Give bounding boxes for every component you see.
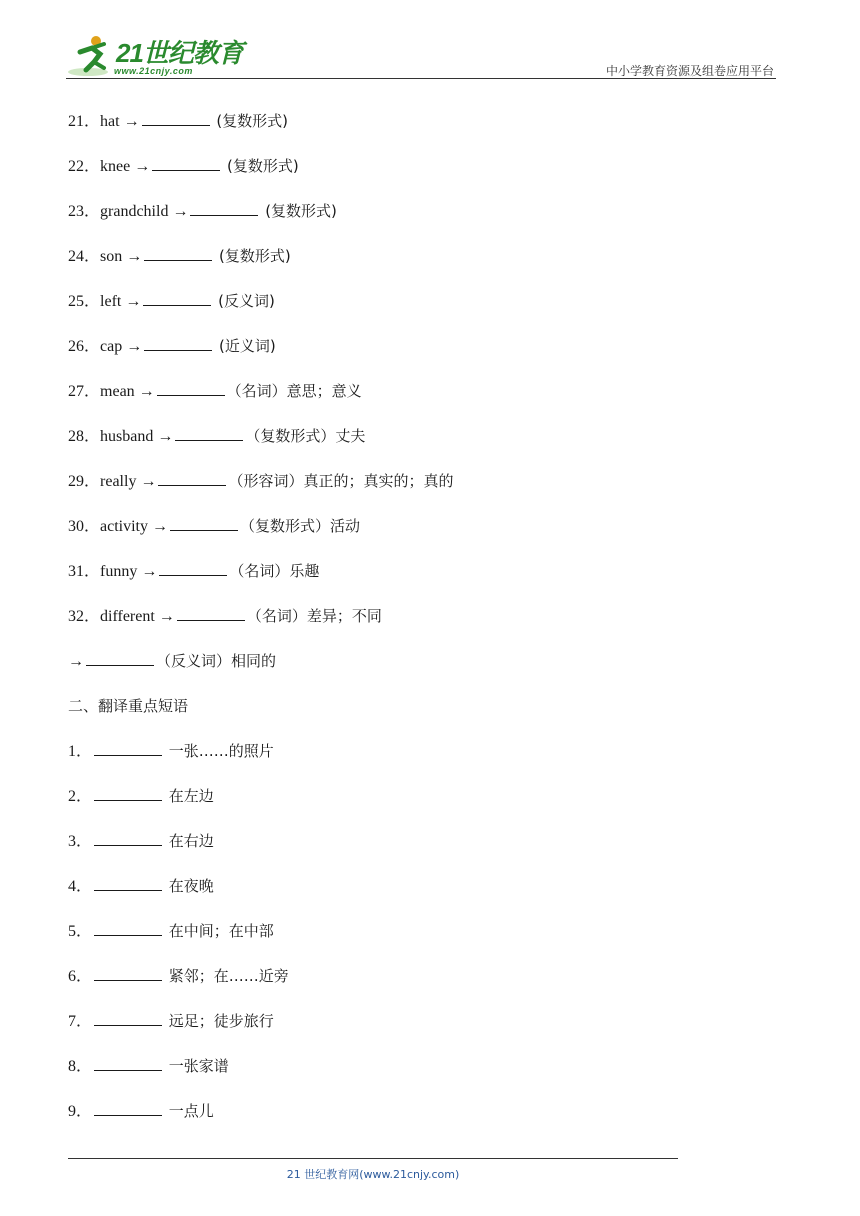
exercise-line (68, 468, 778, 513)
answer-blank[interactable] (170, 514, 238, 531)
exercise-line (68, 918, 778, 963)
answer-blank[interactable] (94, 829, 162, 846)
exercise-list (68, 108, 778, 1143)
item-note: 紧邻；在……近旁 (164, 967, 289, 985)
item-note: （反义词）相同的 (156, 652, 277, 670)
item-note: 远足；徒步旅行 (164, 1012, 274, 1030)
item-note: 一张家谱 (164, 1057, 229, 1075)
platform-title: 中小学教育资源及组卷应用平台 (605, 64, 774, 78)
item-note: 在右边 (164, 832, 214, 850)
item-number: 23． (68, 203, 101, 220)
answer-blank[interactable] (94, 1054, 162, 1071)
exercise-line (68, 783, 778, 828)
answer-blank[interactable] (158, 469, 226, 486)
exercise-line (68, 603, 778, 648)
item-note: (复数形式) (260, 202, 337, 220)
item-word: really → (100, 473, 157, 490)
answer-blank[interactable] (94, 1009, 162, 1026)
item-number: 9． (68, 1103, 93, 1120)
item-number: 8． (68, 1058, 93, 1075)
answer-blank[interactable] (94, 874, 162, 891)
item-note: 一张……的照片 (164, 742, 274, 760)
item-note: （复数形式）活动 (240, 517, 361, 535)
header-divider (66, 78, 776, 79)
item-word: husband → (100, 428, 174, 445)
answer-blank[interactable] (177, 604, 245, 621)
item-number: 6． (68, 968, 93, 985)
logo-text: 21世纪教育 (116, 38, 243, 68)
item-number: 4． (68, 878, 93, 895)
answer-blank[interactable] (144, 244, 212, 261)
item-number: 29． (68, 473, 101, 490)
answer-blank[interactable] (175, 424, 243, 441)
answer-blank[interactable] (143, 289, 211, 306)
item-word: left → (100, 293, 142, 310)
item-note: 一点儿 (164, 1102, 214, 1120)
exercise-line (68, 693, 778, 738)
exercise-line (68, 1008, 778, 1053)
exercise-line (68, 108, 778, 153)
answer-blank[interactable] (94, 784, 162, 801)
exercise-line (68, 333, 778, 378)
exercise-line (68, 828, 778, 873)
item-note: (复数形式) (211, 112, 289, 130)
item-note: (复数形式) (222, 157, 299, 175)
answer-blank[interactable] (94, 964, 162, 981)
item-number: 1． (68, 743, 93, 760)
answer-blank[interactable] (94, 739, 162, 756)
item-number: 7． (68, 1013, 93, 1030)
answer-blank[interactable] (94, 1099, 162, 1116)
item-word: activity → (100, 518, 168, 535)
exercise-line (68, 198, 778, 243)
item-number: 24． (68, 248, 101, 265)
item-note: （名词）差异；不同 (246, 607, 382, 625)
item-note: （形容词）真正的；真实的；真的 (228, 472, 454, 490)
item-number: 二、翻译重点短语 (68, 697, 189, 715)
footer-divider (68, 1158, 678, 1159)
item-word: grandchild → (100, 203, 189, 220)
item-word: son → (100, 248, 143, 265)
item-number: 3． (68, 833, 93, 850)
item-number: 25． (68, 293, 101, 310)
item-word: hat → (100, 113, 140, 130)
footer-text: 21 世纪教育网(www.21cnjy.com) (286, 1168, 460, 1181)
answer-blank[interactable] (152, 154, 220, 171)
exercise-line (68, 423, 778, 468)
exercise-line (68, 963, 778, 1008)
item-number: 28． (68, 428, 101, 445)
exercise-line (68, 378, 778, 423)
logo (66, 34, 243, 78)
exercise-line (68, 1053, 778, 1098)
item-note: (反义词) (213, 292, 275, 310)
item-note: (近义词) (214, 337, 276, 355)
runner-logo-icon (66, 34, 114, 78)
item-note: （名词）意思；意义 (226, 382, 362, 400)
item-number: 5． (68, 923, 93, 940)
exercise-line (68, 153, 778, 198)
item-number: 2． (68, 788, 93, 805)
item-note: 在夜晚 (164, 877, 214, 895)
item-word: different → (100, 608, 175, 625)
item-note: (复数形式) (214, 247, 291, 265)
page-header (0, 0, 860, 80)
answer-blank[interactable] (190, 199, 258, 216)
item-number: 32． (68, 608, 101, 625)
exercise-line (68, 288, 778, 333)
answer-blank[interactable] (157, 379, 225, 396)
exercise-line (68, 738, 778, 783)
item-note: （名词）乐趣 (229, 562, 320, 580)
answer-blank[interactable] (94, 919, 162, 936)
exercise-line (68, 648, 778, 693)
exercise-line (68, 513, 778, 558)
answer-blank[interactable] (142, 109, 210, 126)
item-number: 31． (68, 563, 101, 580)
answer-blank[interactable] (144, 334, 212, 351)
item-number: 30． (68, 518, 101, 535)
exercise-line (68, 558, 778, 603)
item-note: 在左边 (164, 787, 214, 805)
item-word: cap → (100, 338, 143, 355)
answer-blank[interactable] (86, 649, 154, 666)
item-note: （复数形式）丈夫 (245, 427, 366, 445)
exercise-line (68, 243, 778, 288)
item-word: funny → (100, 563, 158, 580)
logo-url: www.21cnjy.com (114, 66, 193, 76)
item-word: knee → (100, 158, 151, 175)
item-number: 22． (68, 158, 101, 175)
item-number: 21． (68, 113, 101, 130)
item-note: 在中间；在中部 (164, 922, 274, 940)
exercise-line (68, 1098, 778, 1143)
exercise-line (68, 873, 778, 918)
item-word: mean → (100, 383, 155, 400)
item-word: → (68, 653, 84, 670)
answer-blank[interactable] (159, 559, 227, 576)
item-number: 26． (68, 338, 101, 355)
item-number: 27． (68, 383, 101, 400)
